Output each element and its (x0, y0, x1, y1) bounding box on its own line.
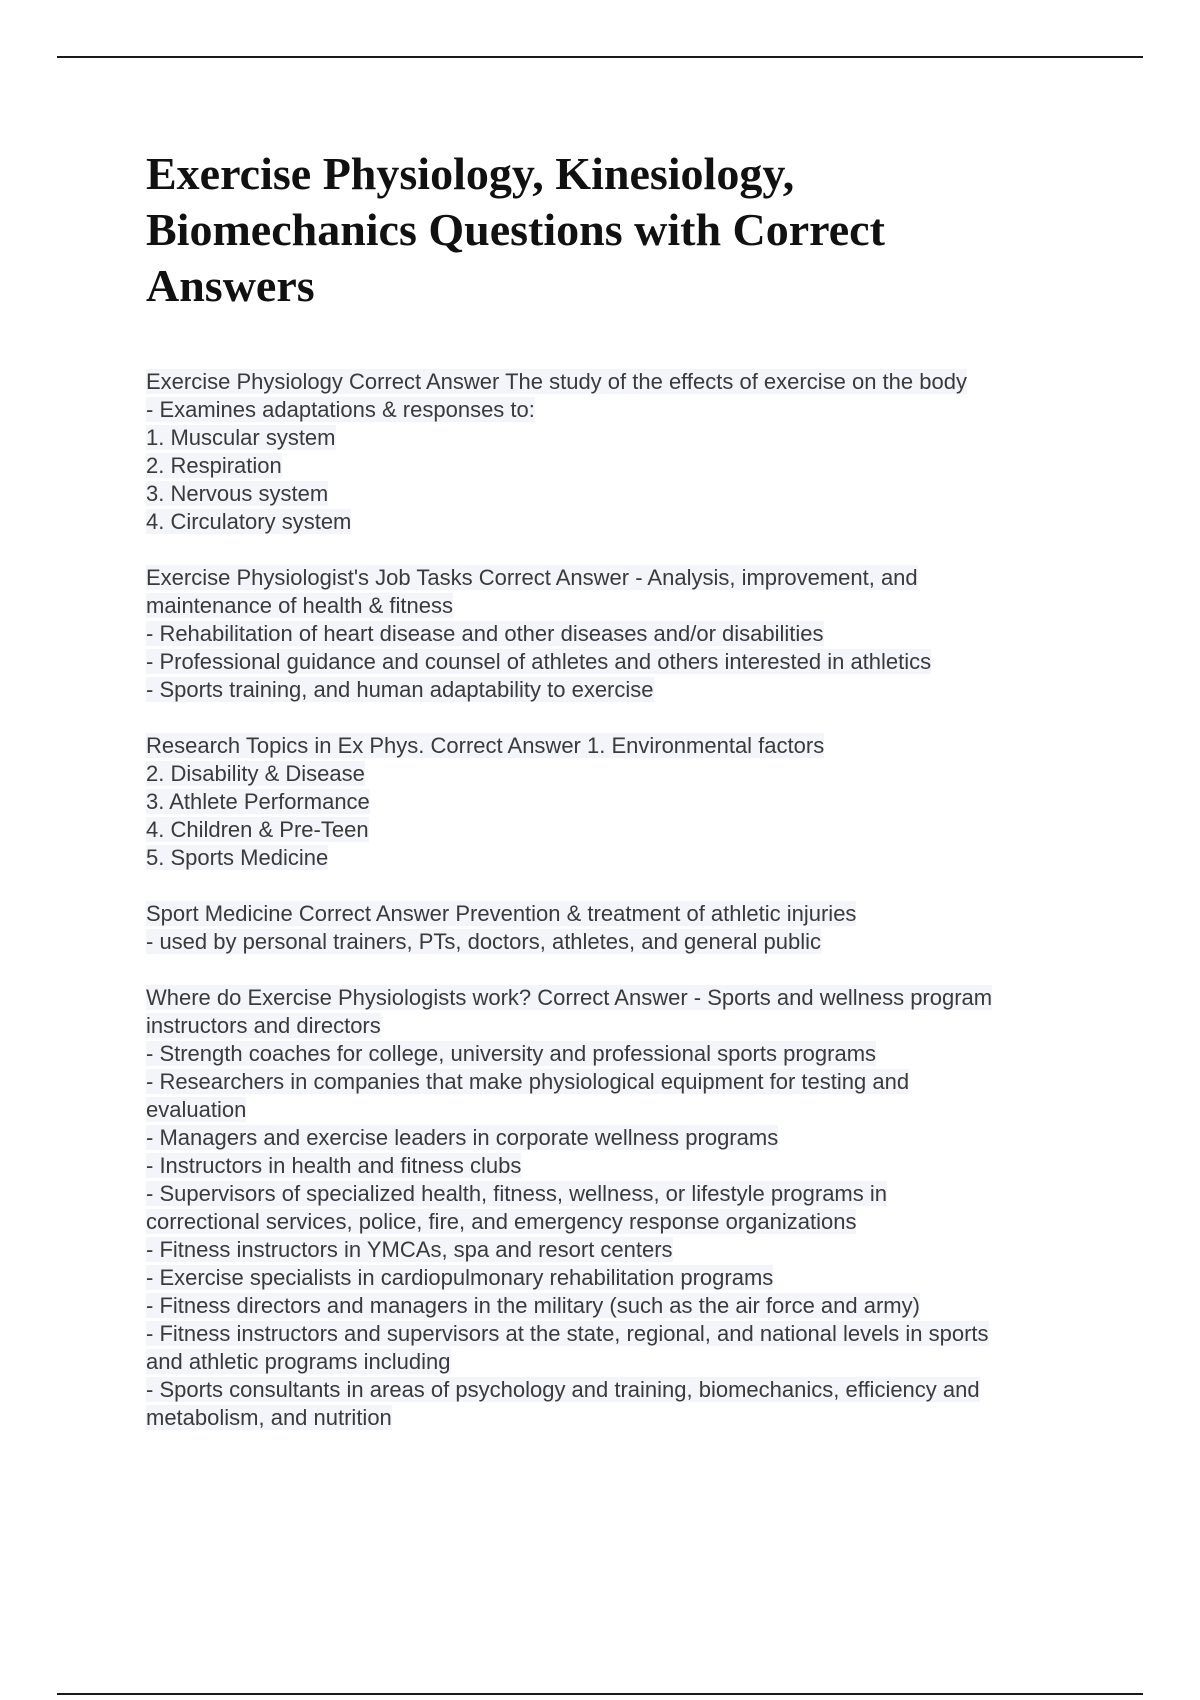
top-rule (57, 56, 1143, 58)
qa-line: - Rehabilitation of heart disease and other diseases and/or disabilities (146, 621, 824, 646)
qa-sport-medicine (146, 900, 1086, 956)
qa-line: Sport Medicine Correct Answer Prevention & treatment of athletic injuries (146, 901, 857, 926)
qa-line: 2. Respiration (146, 453, 282, 478)
qa-line: 4. Circulatory system (146, 509, 352, 534)
qa-line: evaluation (146, 1097, 247, 1122)
qa-line: - used by personal trainers, PTs, doctors, athletes, and general public (146, 929, 822, 954)
qa-line: metabolism, and nutrition (146, 1405, 392, 1430)
qa-line: Exercise Physiologist's Job Tasks Correct Answer - Analysis, improvement, and (146, 565, 918, 590)
qa-line: - Supervisors of specialized health, fitness, wellness, or lifestyle programs in (146, 1181, 887, 1206)
qa-line: - Sports training, and human adaptability to exercise (146, 677, 654, 702)
qa-line: 3. Nervous system (146, 481, 329, 506)
qa-line: Where do Exercise Physiologists work? Correct Answer - Sports and wellness program (146, 985, 993, 1010)
qa-job-tasks (146, 564, 1086, 704)
qa-line: - Fitness instructors in YMCAs, spa and resort centers (146, 1237, 673, 1262)
qa-line: instructors and directors (146, 1013, 381, 1038)
title-line: Answers (146, 260, 315, 311)
qa-line: - Instructors in health and fitness clubs (146, 1153, 522, 1178)
qa-line: correctional services, police, fire, and emergency response organizations (146, 1209, 857, 1234)
qa-line: - Fitness directors and managers in the military (such as the air force and army) (146, 1293, 920, 1318)
qa-line: Research Topics in Ex Phys. Correct Answer 1. Environmental factors (146, 733, 825, 758)
qa-line: - Fitness instructors and supervisors at the state, regional, and national levels in sports (146, 1321, 989, 1346)
qa-line: - Strength coaches for college, university and professional sports programs (146, 1041, 877, 1066)
qa-line: - Professional guidance and counsel of athletes and others interested in athletics (146, 649, 932, 674)
document-title (146, 146, 1046, 314)
qa-line: Exercise Physiology Correct Answer The study of the effects of exercise on the body (146, 369, 967, 394)
qa-line: - Exercise specialists in cardiopulmonary rehabilitation programs (146, 1265, 774, 1290)
qa-line: - Examines adaptations & responses to: (146, 397, 535, 422)
qa-line: - Researchers in companies that make physiological equipment for testing and (146, 1069, 910, 1094)
title-line: Exercise Physiology, Kinesiology, (146, 148, 795, 199)
qa-line: - Sports consultants in areas of psychology and training, biomechanics, efficiency and (146, 1377, 980, 1402)
qa-where-work (146, 984, 1086, 1432)
qa-line: - Managers and exercise leaders in corporate wellness programs (146, 1125, 779, 1150)
bottom-rule (57, 1693, 1143, 1695)
qa-line: 1. Muscular system (146, 425, 336, 450)
qa-exercise-physiology (146, 368, 1086, 536)
qa-line: 5. Sports Medicine (146, 845, 329, 870)
qa-line: 2. Disability & Disease (146, 761, 365, 786)
qa-line: maintenance of health & fitness (146, 593, 453, 618)
qa-line: 3. Athlete Performance (146, 789, 370, 814)
qa-line: 4. Children & Pre-Teen (146, 817, 369, 842)
qa-research-topics (146, 732, 1086, 872)
qa-list (146, 368, 1086, 1460)
title-line: Biomechanics Questions with Correct (146, 204, 885, 255)
qa-line: and athletic programs including (146, 1349, 451, 1374)
